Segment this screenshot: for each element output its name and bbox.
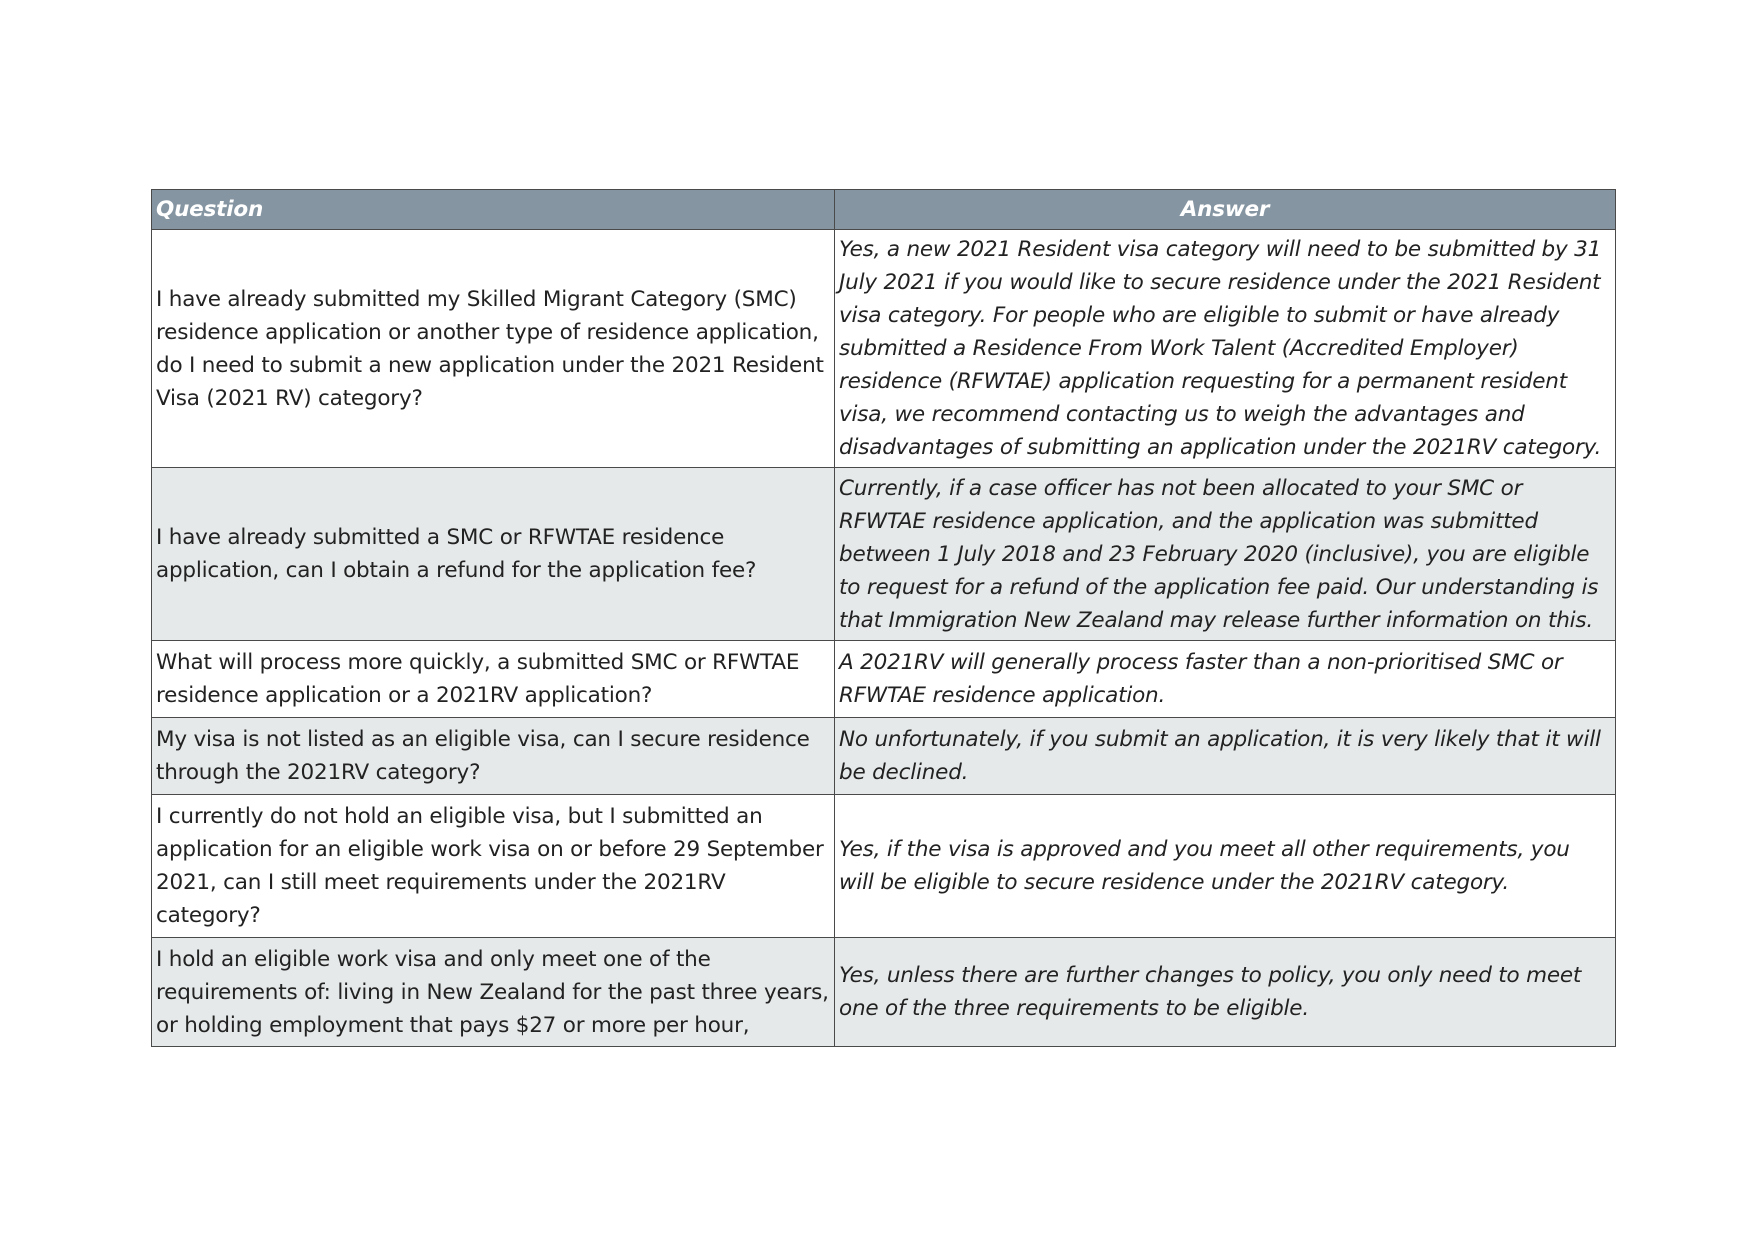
answer-column-header: Answer xyxy=(835,190,1616,230)
question-cell: I currently do not hold an eligible visa, but I submitted an application for an eligible work visa on or before 29 September 2021, can I still meet requirements under the 2021RV category? xyxy=(152,795,835,938)
question-column-header: Question xyxy=(152,190,835,230)
answer-cell: A 2021RV will generally process faster than a non-prioritised SMC or RFWTAE residence application. xyxy=(835,641,1616,718)
table-row xyxy=(152,230,1616,468)
table-header-row xyxy=(152,190,1616,230)
question-cell: I hold an eligible work visa and only meet one of the requirements of: living in New Zealand for the past three years, or holding employment that pays $27 or more per hour, xyxy=(152,938,835,1047)
answer-cell: No unfortunately, if you submit an application, it is very likely that it will be declined. xyxy=(835,718,1616,795)
table-row xyxy=(152,468,1616,641)
question-cell: I have already submitted a SMC or RFWTAE residence application, can I obtain a refund for the application fee? xyxy=(152,468,835,641)
table-row xyxy=(152,641,1616,718)
question-cell: My visa is not listed as an eligible visa, can I secure residence through the 2021RV category? xyxy=(152,718,835,795)
answer-cell: Yes, a new 2021 Resident visa category will need to be submitted by 31 July 2021 if you would like to secure residence under the 2021 Resident visa category. For people who are eligible to submit or have already submitted a Residence From Work Talent (Accredited Employer) residence (RFWTAE) application requesting for a permanent resident visa, we recommend contacting us to weigh the advantages and disadvantages of submitting an application under the 2021RV category. xyxy=(835,230,1616,468)
answer-cell: Currently, if a case officer has not been allocated to your SMC or RFWTAE residence application, and the application was submitted between 1 July 2018 and 23 February 2020 (inclusive), you are eligible to request for a refund of the application fee paid. Our understanding is that Immigration New Zealand may release further information on this. xyxy=(835,468,1616,641)
question-cell: I have already submitted my Skilled Migrant Category (SMC) residence application or another type of residence application, do I need to submit a new application under the 2021 Resident Visa (2021 RV) category? xyxy=(152,230,835,468)
table-row xyxy=(152,795,1616,938)
answer-cell: Yes, if the visa is approved and you meet all other requirements, you will be eligible to secure residence under the 2021RV category. xyxy=(835,795,1616,938)
answer-cell: Yes, unless there are further changes to policy, you only need to meet one of the three requirements to be eligible. xyxy=(835,938,1616,1047)
table-row xyxy=(152,938,1616,1047)
faq-table xyxy=(151,189,1616,1047)
question-cell: What will process more quickly, a submitted SMC or RFWTAE residence application or a 2021RV application? xyxy=(152,641,835,718)
table-row xyxy=(152,718,1616,795)
